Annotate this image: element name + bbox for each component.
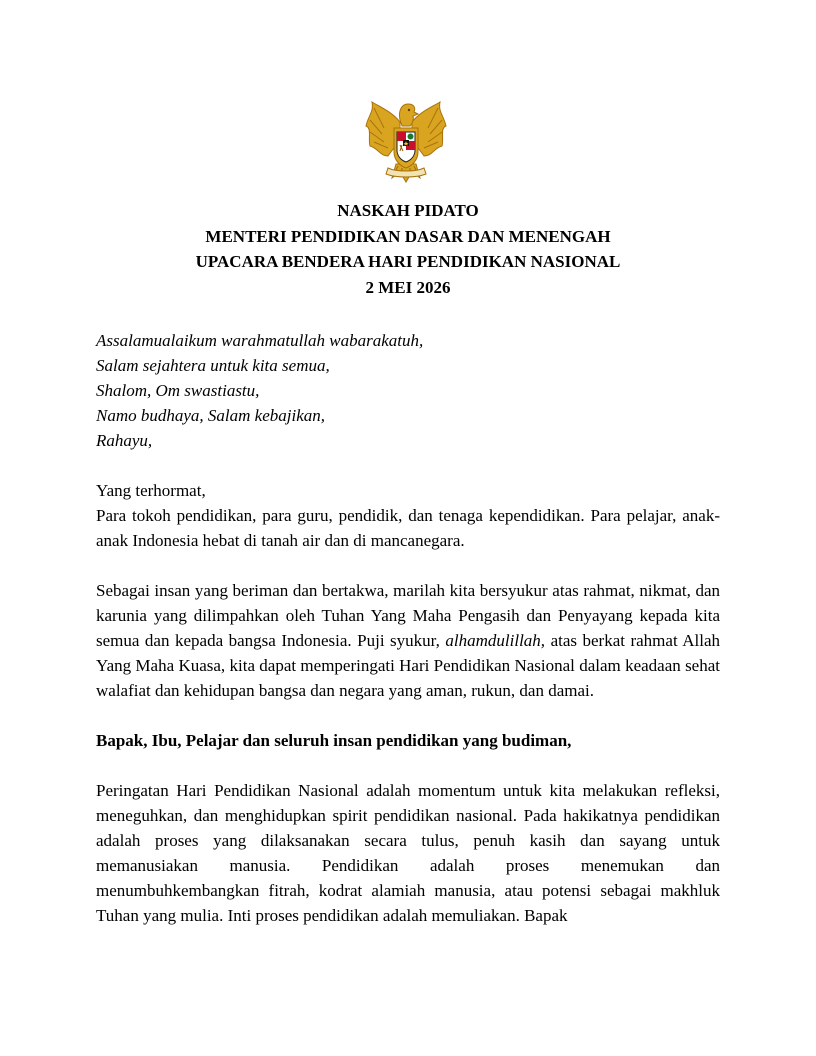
paragraph-gratitude bbox=[96, 578, 720, 703]
document-title bbox=[96, 198, 720, 300]
title-line-2: MENTERI PENDIDIKAN DASAR DAN MENENGAH bbox=[205, 226, 611, 246]
title-line-1: NASKAH PIDATO bbox=[337, 201, 479, 220]
italic-phrase: alhamdulillah, bbox=[445, 631, 546, 650]
address-heading: Bapak, Ibu, Pelajar dan seluruh insan pendidikan yang budiman, bbox=[96, 731, 572, 750]
garuda-pancasila-emblem-icon bbox=[362, 98, 450, 188]
greeting-line: Rahayu, bbox=[96, 431, 153, 450]
greeting-line: Salam sejahtera untuk kita semua, bbox=[96, 356, 330, 375]
respect-heading: Yang terhormat, bbox=[96, 481, 206, 500]
greeting-line: Shalom, Om swastiastu, bbox=[96, 381, 260, 400]
respect-body: Para tokoh pendidikan, para guru, pendidik, dan tenaga kependidikan. Para pelajar, anak-anak Indonesia hebat di tanah air dan di mancanegara. bbox=[96, 506, 720, 550]
paragraph-reflection: Peringatan Hari Pendidikan Nasional adalah momentum untuk kita melakukan refleksi, meneguhkan, dan menghidupkan spirit pendidikan nasional. Pada hakikatnya pendidikan adalah proses yang dilaksanakan secara tulus, penuh kasih dan sayang untuk memanusiakan manusia. Pendidikan adalah proses menemukan dan menumbuhkembangkan fitrah, kodrat alamiah manusia, atau potensi sebagai makhluk Tuhan yang mulia. Inti proses pendidikan adalah memuliakan. Bapak bbox=[96, 781, 720, 925]
title-line-3: UPACARA BENDERA HARI PENDIDIKAN NASIONAL bbox=[195, 252, 621, 271]
paragraph-text: Sebagai insan yang beriman dan bertakwa, marilah kita bersyukur atas rahmat, nikmat, dan karunia yang dilimpahkan oleh Tuhan Yang Maha Pengasih dan Penyayang kepada kita semua dan kepada bangsa Indonesia. Puji syukur, bbox=[96, 581, 720, 650]
greeting-line: Assalamualaikum warahmatullah wabarakatuh, bbox=[96, 331, 424, 350]
paragraph-text: atas berkat rahmat Allah Yang Maha Kuasa, kita dapat memperingati Hari Pendidikan Nasional dalam keadaan sehat walafiat dan kehidupan bangsa dan negara yang aman, rukun, dan damai. bbox=[96, 631, 720, 700]
greetings-block bbox=[96, 328, 720, 453]
greeting-line: Namo budhaya, Salam kebajikan, bbox=[96, 406, 325, 425]
speech-body bbox=[96, 328, 720, 928]
title-date: 2 MEI 2026 bbox=[365, 277, 451, 297]
